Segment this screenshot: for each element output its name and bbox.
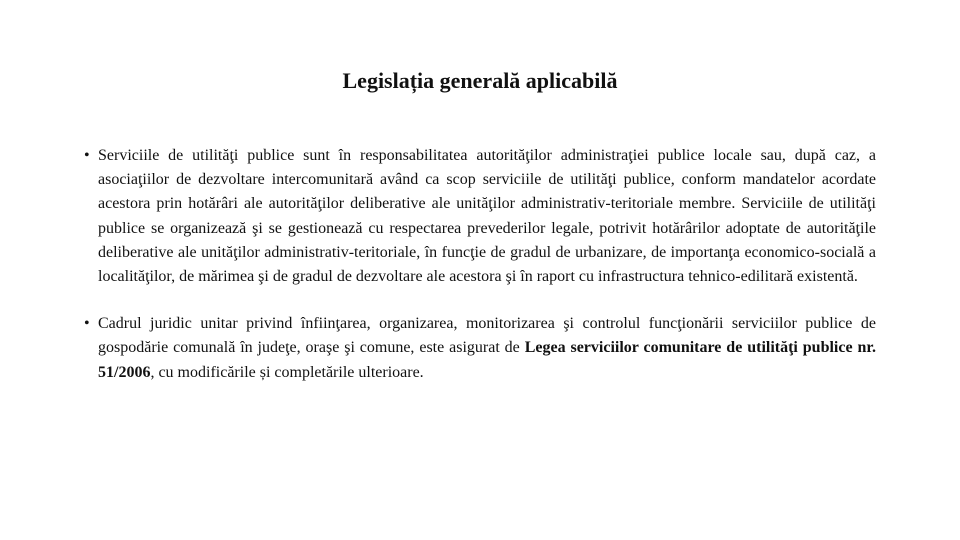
bullet-item-legal-framework [84,312,876,385]
bullet-item-services [84,144,876,289]
bullet-marker-icon: • [84,315,90,333]
bullet-text-after: , cu modificările și completările ulterioare. [150,363,424,381]
bullet-list [84,144,876,385]
bullet-text: Serviciile de utilităţi publice sunt în responsabilitatea autorităţilor administraţiei publice locale sau, după caz, a asociaţiilor de dezvoltare intercomunitară având ca scop serviciile de utilităţi publice, conform mandatelor acordate acestora prin hotărâri ale autorităţilor deliberative ale unităţilor administrativ-teritoriale membre. Serviciile de utilităţi publice se organizează şi se gestionează cu respectarea prevederilor legale, potrivit hotărârilor adoptate de autorităţile deliberative ale unităţilor administrativ-teritoriale, în funcţie de gradul de urbanizare, de importanţa economico-socială a localităţilor, de mărimea şi de gradul de dezvoltare ale acestora şi în raport cu infrastructura tehnico-edilitară existentă. [98,147,876,286]
law-reference: Legea serviciilor comunitare de utilităţi publice nr. 51/2006 [98,339,877,381]
bullet-text-before: Cadrul juridic unitar privind înfiinţarea, organizarea, monitorizarea şi controlul funcţionării serviciilor publice de gospodărie comunală în judeţe, oraşe şi comune, este asigurat de [98,315,876,357]
bullet-marker-icon: • [84,147,90,164]
slide-title: Legislația generală aplicabilă [342,68,618,93]
